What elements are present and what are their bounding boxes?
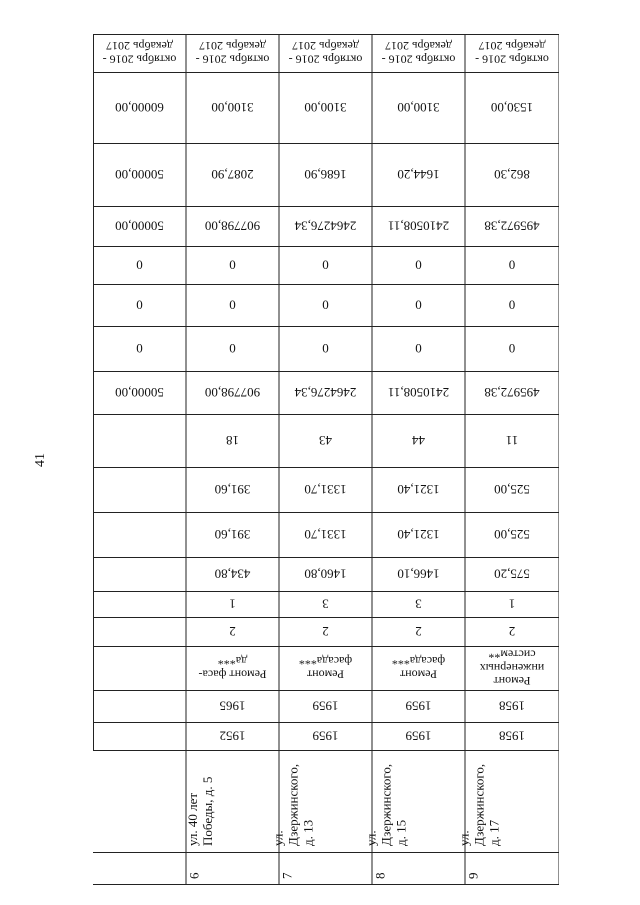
cell-residents xyxy=(506,433,519,448)
cell-fund-1-line: 0 xyxy=(229,257,236,273)
cell-fund-3-line: 0 xyxy=(229,340,236,356)
cell-work-type-line: фасада*** xyxy=(391,654,446,669)
cell-fund-3 xyxy=(415,341,422,356)
cell-owners-funds-line: 907798,00 xyxy=(204,384,261,400)
cell-unit-cost-line: 1644,20 xyxy=(397,166,440,182)
cell-area-2 xyxy=(397,527,439,542)
cell-address xyxy=(364,764,409,846)
cell-area-2-line: 1331,70 xyxy=(304,526,347,542)
cell-year-built xyxy=(220,728,246,743)
cell-fund-2-line: 0 xyxy=(415,297,422,313)
cell-fund-3 xyxy=(229,341,236,356)
cell-fund-1-line: 0 xyxy=(508,257,516,273)
cell-fund-2-line: 0 xyxy=(322,297,329,313)
cell-owners-funds xyxy=(484,385,539,400)
cell-work-type-line: Ремонт xyxy=(306,667,345,682)
cell-owners-funds-line: 2464276,34 xyxy=(294,384,357,400)
cell-residents xyxy=(412,433,426,448)
cell-work-type-line: инженерных xyxy=(479,660,545,675)
cell-work-type-line: Ремонт xyxy=(493,674,531,689)
cell-area-total-line: 434,80 xyxy=(214,566,251,582)
cell-num-line: 6 xyxy=(186,872,202,879)
cell-unit-cost-line: 2087,90 xyxy=(211,166,254,182)
cell-area-1 xyxy=(215,482,251,497)
cell-fund-2-line: 0 xyxy=(136,297,143,313)
cell-year-commissioned xyxy=(220,698,246,713)
table-grid xyxy=(93,34,559,885)
cell-fund-1-line: 0 xyxy=(136,257,143,273)
cell-year-built-line: 1959 xyxy=(312,728,339,744)
cell-period-line: декабрь 2017 xyxy=(292,39,359,54)
cell-fund-3 xyxy=(136,341,143,356)
cell-owners-funds xyxy=(205,385,260,400)
cell-area-total xyxy=(397,566,439,581)
cell-work-type xyxy=(299,654,352,681)
cell-residents xyxy=(226,433,239,448)
cell-year-commissioned-line: 1958 xyxy=(499,698,525,714)
cell-area-1-line: 391,60 xyxy=(214,481,251,497)
cell-fund-2 xyxy=(509,297,516,312)
cell-col-a-line: 2 xyxy=(322,623,329,639)
cell-address-line: Дзержинского, xyxy=(471,763,487,846)
cell-work-type xyxy=(392,654,445,681)
cell-period-line: октябрь 2016 - xyxy=(102,52,177,67)
cell-year-built xyxy=(313,728,339,743)
cell-fund-3 xyxy=(322,341,329,356)
cell-area-2-line: 391,60 xyxy=(214,526,251,542)
cell-cost-total-line: 495972,38 xyxy=(484,218,540,234)
cell-col-a-line: 2 xyxy=(415,623,422,639)
cell-address xyxy=(185,777,215,846)
cell-num-line: 7 xyxy=(279,872,295,879)
cell-cost-total-line: 2464276,34 xyxy=(294,218,357,234)
cell-cost-total xyxy=(205,218,260,233)
cell-col-b xyxy=(322,596,329,611)
cell-cost-total xyxy=(484,218,539,233)
cell-cost-total xyxy=(388,218,449,233)
cell-period-line: октябрь 2016 - xyxy=(195,52,270,67)
cell-address-line: д. 15 xyxy=(393,819,409,846)
cell-period-line: октябрь 2016 - xyxy=(475,52,549,67)
cell-fund-3 xyxy=(509,341,516,356)
cell-period xyxy=(382,39,456,66)
cell-residents xyxy=(319,433,332,448)
cell-fund-1 xyxy=(322,257,329,272)
cell-area-total xyxy=(304,566,346,581)
cell-fund-3-line: 0 xyxy=(508,340,516,356)
cell-address-line: Победы, д. 5 xyxy=(200,776,216,846)
cell-area-1 xyxy=(397,482,439,497)
cell-col-a xyxy=(229,624,236,639)
cell-cost-total-line: 907798,00 xyxy=(204,218,261,234)
cell-period xyxy=(196,39,270,66)
cell-area-total-line: 1460,80 xyxy=(304,566,347,582)
cell-area-total-line: 575,20 xyxy=(494,566,530,582)
cell-address-line: ул. xyxy=(363,830,379,846)
cell-col-b-line: 3 xyxy=(322,596,329,612)
cell-year-commissioned xyxy=(499,698,525,713)
cell-work-type-line: систем** xyxy=(488,647,536,662)
cell-fund-1 xyxy=(136,257,143,272)
cell-fund-3-line: 0 xyxy=(415,340,422,356)
cell-fund-1-line: 0 xyxy=(322,257,329,273)
cell-fund-1 xyxy=(509,257,516,272)
cell-max-cost xyxy=(115,100,164,115)
cell-col-a-line: 2 xyxy=(229,623,236,639)
cell-num xyxy=(187,872,202,879)
cell-residents-line: 43 xyxy=(319,432,332,448)
cell-max-cost xyxy=(491,100,533,115)
cell-unit-cost xyxy=(494,167,530,182)
cell-col-b xyxy=(509,596,516,611)
cell-fund-1 xyxy=(229,257,236,272)
cell-address-line: Дзержинского, xyxy=(285,763,301,846)
cell-cost-total xyxy=(294,218,356,233)
cell-col-b xyxy=(415,596,422,611)
cell-residents-line: 44 xyxy=(412,432,425,448)
cell-work-type xyxy=(480,647,545,688)
cell-area-total xyxy=(215,566,251,581)
cell-unit-cost xyxy=(397,167,439,182)
cell-max-cost-line: 60000,00 xyxy=(115,99,164,115)
cell-period xyxy=(289,39,363,66)
cell-owners-funds xyxy=(115,385,164,400)
cell-area-2-line: 1321,40 xyxy=(397,526,440,542)
cell-period-line: декабрь 2017 xyxy=(385,39,452,54)
cell-area-1-line: 1331,70 xyxy=(304,481,347,497)
cell-num-line: 9 xyxy=(465,872,481,879)
cell-period-line: декабрь 2017 xyxy=(199,39,266,54)
page-number: 41 xyxy=(33,453,48,467)
table-svg xyxy=(93,34,559,885)
cell-period xyxy=(103,39,177,66)
cell-residents-line: 11 xyxy=(505,432,519,448)
cell-max-cost-line: 1530,00 xyxy=(490,99,534,115)
cell-cost-total-line: 50000,00 xyxy=(115,218,164,234)
cell-period-line: декабрь 2017 xyxy=(478,39,546,54)
cell-max-cost-line: 3100,00 xyxy=(397,99,440,115)
cell-area-2 xyxy=(494,527,530,542)
cell-period-line: октябрь 2016 - xyxy=(288,52,363,67)
cell-period xyxy=(475,39,549,66)
cell-address-line: Дзержинского, xyxy=(378,763,394,846)
cell-col-b-line: 1 xyxy=(229,596,236,612)
cell-address-line: д. 17 xyxy=(486,819,502,846)
cell-num xyxy=(373,873,388,880)
cell-unit-cost-line: 50000,00 xyxy=(115,166,164,182)
cell-owners-funds-line: 2410508,11 xyxy=(387,384,450,400)
cell-year-built xyxy=(406,728,432,743)
cell-area-total xyxy=(494,566,530,581)
cell-col-a-line: 2 xyxy=(508,623,516,639)
cell-owners-funds xyxy=(294,385,356,400)
cell-year-built-line: 1959 xyxy=(405,728,432,744)
cell-max-cost xyxy=(397,100,439,115)
cell-address xyxy=(271,764,316,846)
cell-fund-2-line: 0 xyxy=(508,297,516,313)
cell-fund-3-line: 0 xyxy=(322,340,329,356)
cell-year-commissioned xyxy=(406,698,432,713)
cell-area-2 xyxy=(215,527,251,542)
cell-max-cost xyxy=(211,100,253,115)
cell-num-line: 8 xyxy=(372,872,388,879)
cell-area-2-line: 525,00 xyxy=(494,526,530,542)
cell-col-b xyxy=(229,596,236,611)
cell-col-a xyxy=(509,624,516,639)
cell-unit-cost xyxy=(211,167,253,182)
cell-area-1 xyxy=(304,482,346,497)
cell-fund-2 xyxy=(136,297,143,312)
cell-year-commissioned-line: 1959 xyxy=(405,698,432,714)
cell-area-1 xyxy=(494,482,530,497)
cell-fund-3-line: 0 xyxy=(136,340,143,356)
cell-col-a xyxy=(415,624,422,639)
cell-col-b-line: 3 xyxy=(415,596,422,612)
cell-max-cost xyxy=(304,100,346,115)
cell-area-total-line: 1466,10 xyxy=(397,566,440,582)
cell-fund-1 xyxy=(415,257,422,272)
cell-address-line: ул. xyxy=(270,830,286,846)
cell-address-line: д. 13 xyxy=(300,819,316,846)
cell-fund-2-line: 0 xyxy=(229,297,236,313)
cell-unit-cost xyxy=(115,167,164,182)
cell-owners-funds-line: 495972,38 xyxy=(484,384,540,400)
cell-fund-2 xyxy=(229,297,236,312)
cell-fund-2 xyxy=(415,297,422,312)
cell-year-commissioned xyxy=(313,698,339,713)
cell-period-line: октябрь 2016 - xyxy=(381,52,456,67)
cell-year-commissioned-line: 1959 xyxy=(312,698,339,714)
cell-cost-total-line: 2410508,11 xyxy=(387,218,450,234)
cell-residents-line: 18 xyxy=(226,432,239,448)
cell-work-type-line: да*** xyxy=(217,654,248,669)
cell-num xyxy=(466,873,481,880)
cell-unit-cost-line: 1686,90 xyxy=(304,166,347,182)
cell-unit-cost xyxy=(304,167,346,182)
cell-owners-funds xyxy=(388,385,449,400)
cell-year-commissioned-line: 1965 xyxy=(219,698,246,714)
cell-work-type xyxy=(198,654,266,681)
cell-work-type-line: фасада*** xyxy=(298,654,353,669)
cell-year-built-line: 1952 xyxy=(219,728,246,744)
cell-area-1-line: 525,00 xyxy=(494,481,530,497)
cell-owners-funds-line: 50000,00 xyxy=(115,384,164,400)
cell-max-cost-line: 3100,00 xyxy=(304,99,347,115)
cell-work-type-line: Ремонт фаса- xyxy=(198,667,267,682)
cell-address-line: ул. 40 лет xyxy=(185,792,201,846)
cell-num xyxy=(280,872,295,879)
cell-unit-cost-line: 862,30 xyxy=(494,166,530,182)
cell-address xyxy=(457,764,502,846)
cell-period-line: декабрь 2017 xyxy=(106,39,173,54)
cell-work-type-line: Ремонт xyxy=(399,667,438,682)
cell-year-built-line: 1958 xyxy=(499,728,525,744)
data-table xyxy=(93,34,559,885)
cell-max-cost-line: 3100,00 xyxy=(211,99,254,115)
cell-area-1-line: 1321,40 xyxy=(397,481,440,497)
cell-year-built xyxy=(499,728,525,743)
cell-col-b-line: 1 xyxy=(508,596,516,612)
cell-fund-2 xyxy=(322,297,329,312)
cell-cost-total xyxy=(115,218,164,233)
cell-area-2 xyxy=(304,527,346,542)
cell-fund-1-line: 0 xyxy=(415,257,422,273)
cell-address-line: ул. xyxy=(456,830,472,846)
cell-col-a xyxy=(322,624,329,639)
